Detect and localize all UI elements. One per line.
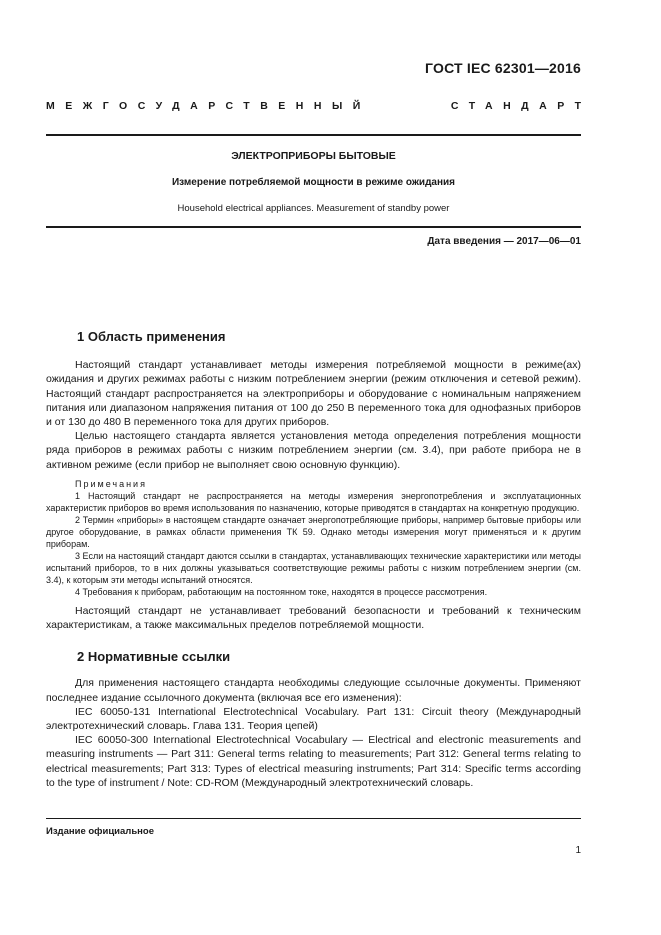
document-subtitle: Измерение потребляемой мощности в режиме ожидания: [171, 177, 456, 188]
header-rule: [46, 134, 581, 136]
notes-heading: Примечания: [75, 478, 147, 489]
page-number: 1: [575, 845, 581, 856]
section-1-heading: 1 Область применения: [77, 329, 226, 344]
section-1-paragraph-3: Настоящий стандарт не устанавливает требований безопасности и требований к техническим характеристикам, а также максимальных пределов потребляемой мощности.: [46, 604, 581, 632]
effective-date: Дата введения — 2017—06—01: [427, 236, 581, 247]
section-2: [46, 650, 581, 790]
band-left-text: МЕЖГОСУДАРСТВЕННЫЙ: [46, 100, 371, 112]
notes-block: [46, 478, 581, 598]
reference-iec-60050-300: IEC 60050-300 International Electrotechnical Vocabulary — Electrical and electronic measurements and measuring instruments — Part 311: General terms relating to measurements; Part 312: General terms relating to electrical measurements; Part 313: Types of electrical measuring instruments; Part 314: Specific terms according to the type of instrument / Note: CD-ROM (Международный электротехнический словарь.: [46, 734, 581, 789]
note-4: 4 Требования к приборам, работающим на постоянном токе, находятся в процессе рассмотрения.: [75, 586, 488, 597]
standard-type-band: [46, 100, 592, 112]
band-right-text: СТАНДАРТ: [450, 100, 592, 112]
section-1-paragraph-1: Настоящий стандарт устанавливает методы измерения потребляемой мощности в режиме(ах) ожидания и других режимах работы с низким потреблением энергии (режим отключения и сетевой режим). Настоящий стандарт распространяется на электроприборы и оборудование с номинальным напряжением питания или диапазоном напряжения питания от 100 до 250 В переменного тока для однофазных приборов и от 130 до 480 В переменного тока для других приборов.: [46, 359, 581, 429]
edition-label: Издание официальное: [46, 826, 154, 837]
note-3: 3 Если на настоящий стандарт даются ссылки в стандартах, устанавливающих технические характеристики или методы испытаний приборов, то в них должны указываться соответствующие режимы работы с низким потреблением энергии (см. 3.4), к которым эти методы испытаний относятся.: [46, 550, 581, 585]
title-rule: [46, 226, 581, 228]
document-title: ЭЛЕКТРОПРИБОРЫ БЫТОВЫЕ: [231, 150, 396, 162]
section-1-paragraph-2: Целью настоящего стандарта является установления метода определения потребления мощности ряда приборов в режимах работы с низким потреблением энергии (см. 3.4), при работе прибора не в активном режиме (если прибор не выполняет свою основную функцию).: [46, 430, 581, 471]
english-title: Household electrical appliances. Measurement of standby power: [177, 203, 450, 214]
document-code: ГОСТ IEC 62301—2016: [425, 60, 581, 76]
footer-rule: [46, 818, 581, 819]
note-1: 1 Настоящий стандарт не распространяется на методы измерения энергопотребления и эксплуатационных характеристик приборов во время использования по назначению, которые приводятся в стандартах на конкретную продукцию.: [46, 490, 581, 513]
reference-iec-60050-131: IEC 60050-131 International Electrotechnical Vocabulary. Part 131: Circuit theory (Международный электротехнический словарь. Глава 131. Теория цепей): [46, 705, 581, 733]
document-body: [46, 330, 581, 790]
section-2-paragraph-1: Для применения настоящего стандарта необходимы следующие ссылочные документы. Применяют последнее издание ссылочного документа (включая все его изменения):: [46, 677, 581, 704]
note-2: 2 Термин «приборы» в настоящем стандарте означает энергопотребляющие приборы, например бытовые приборы или другое оборудование, в рамках области применения ТК 59. Однако методы измерения могут применяться и к другим приборам.: [46, 514, 581, 549]
section-2-heading: 2 Нормативные ссылки: [77, 649, 231, 665]
